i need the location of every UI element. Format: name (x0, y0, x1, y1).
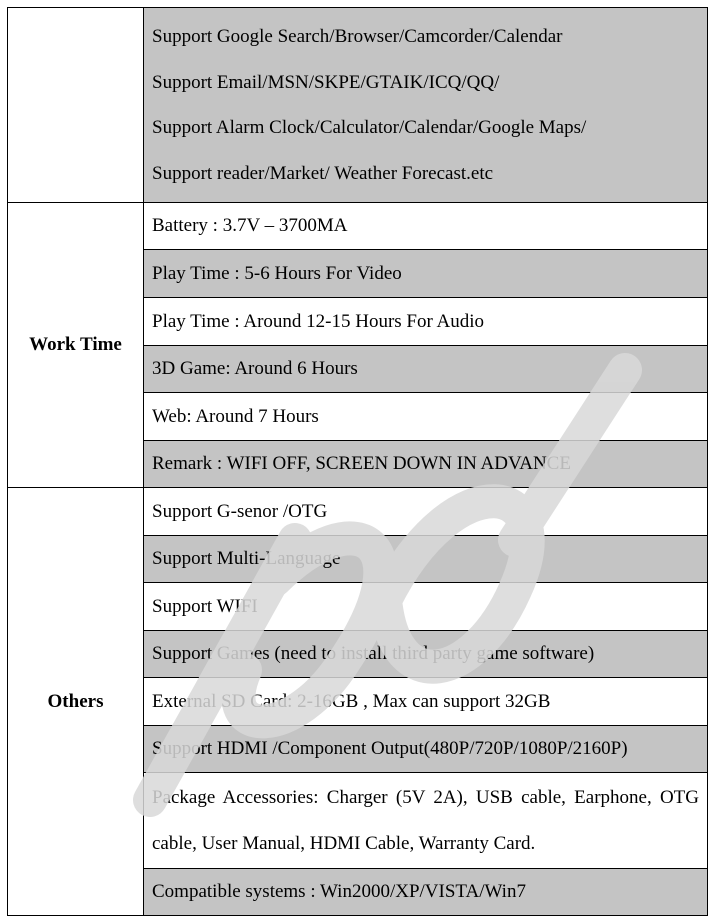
table-row (8, 203, 708, 250)
spec-value: Play Time : Around 12-15 Hours For Audio (144, 298, 708, 346)
spec-value: Support HDMI /Component Output(480P/720P/1080P/2160P) (144, 726, 708, 773)
spec-value: Web: Around 7 Hours (144, 393, 708, 441)
spec-value: Compatible systems : Win2000/XP/VISTA/Win7 (144, 869, 708, 916)
features-cell (144, 8, 708, 203)
spec-value: 3D Game: Around 6 Hours (144, 346, 708, 393)
accessories-value: Package Accessories: Charger (5V 2A), USB cable, Earphone, OTG cable, User Manual, HDMI Cable, Warranty Card. (144, 773, 708, 869)
spec-value: Remark : WIFI OFF, SCREEN DOWN IN ADVANCE (144, 441, 708, 488)
table-row (8, 488, 708, 536)
spec-value: Support Games (need to install third party game software) (144, 631, 708, 678)
category-empty (8, 8, 144, 203)
table-row (8, 8, 708, 203)
spec-value: External SD Card: 2-16GB , Max can support 32GB (144, 678, 708, 726)
spec-value: Support WIFI (144, 583, 708, 631)
category-work-time: Work Time (8, 203, 144, 488)
spec-value: Play Time : 5-6 Hours For Video (144, 250, 708, 298)
spec-table (7, 7, 708, 916)
feature-line: Support Alarm Clock/Calculator/Calendar/Google Maps/ (152, 117, 587, 139)
spec-value: Support Multi-Language (144, 536, 708, 583)
feature-line: Support reader/Market/ Weather Forecast.etc (152, 162, 494, 184)
category-others: Others (8, 488, 144, 916)
spec-value: Battery : 3.7V – 3700MA (144, 203, 708, 250)
spec-value: Support G-senor /OTG (144, 488, 708, 536)
feature-line: Support Email/MSN/SKPE/GTAIK/ICQ/QQ/ (152, 71, 500, 93)
feature-line: Support Google Search/Browser/Camcorder/Calendar (152, 26, 563, 47)
